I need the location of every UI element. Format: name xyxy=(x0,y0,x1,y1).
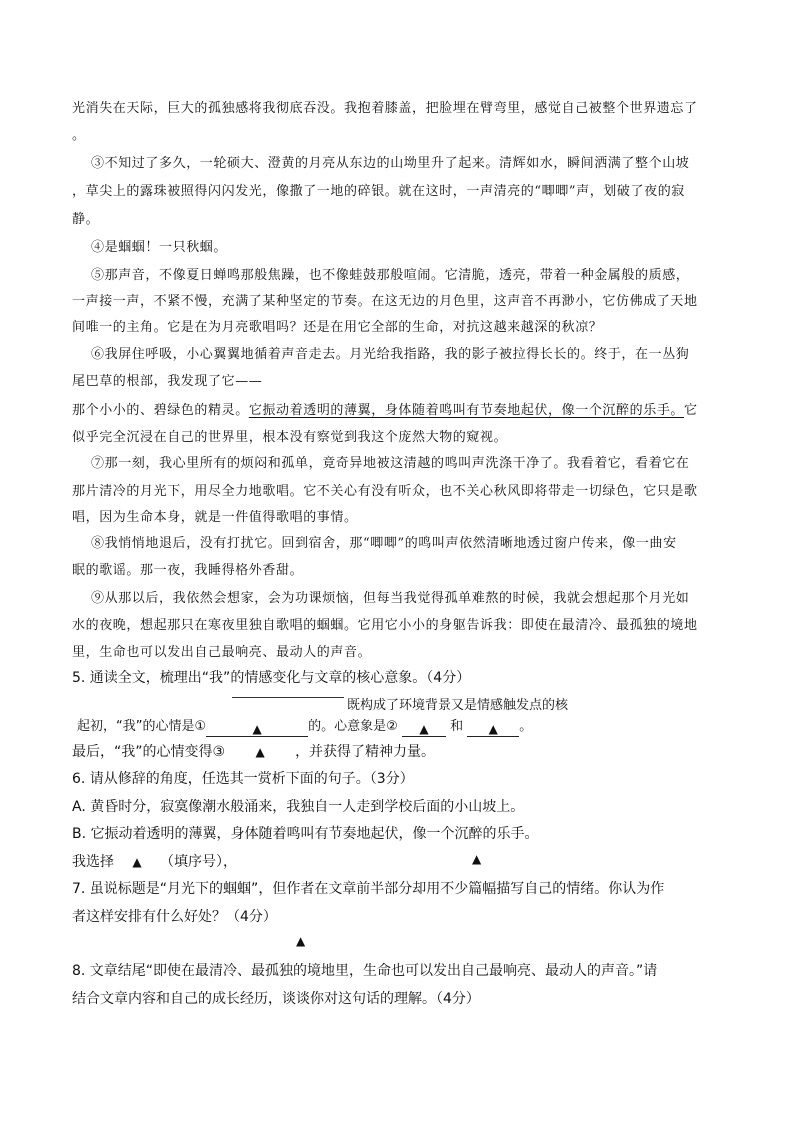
text-span: 我选择 xyxy=(72,854,114,870)
note-rule xyxy=(232,697,344,698)
paragraph-9-line: 里，生命也可以发出自己最响亮、最动人的声音。 xyxy=(72,645,372,660)
paragraph-7-line: 那片清冷的月光下，用尽全力地歌唱。它不关心有没有听众，也不关心秋风即将带走一切绿色，它只是歌 xyxy=(72,484,698,499)
question-6-option-b: B. 它振动着透明的薄翼，身体随着鸣叫有节奏地起伏，像一个沉醉的乐手。 xyxy=(72,826,539,842)
question-5-line-1 xyxy=(77,715,532,737)
question-8-line: 结合文章内容和自己的成长经历，谈谈你对这句话的理解。（4分） xyxy=(72,991,480,1007)
triangle-marker-icon: ▲ xyxy=(488,722,498,736)
paragraph-9-line: 水的夜晚，想起那只在寒夜里独自歌唱的蝈蝈。它用它小小的身躯告诉我：即使在最清冷、最孤独的境地 xyxy=(72,618,698,633)
underlined-sentence: 它振动着透明的薄翼，身体随着鸣叫有节奏地起伏，像一个沉醉的乐手。 xyxy=(248,403,685,418)
paragraph-6-line: 尾巴草的根部，我发现了它—— xyxy=(72,374,263,389)
answer-blank-3[interactable] xyxy=(225,744,295,760)
paragraph-9-line: ⑨从那以后，我依然会想家，会为功课烦恼，但每当我觉得孤单难熬的时候，我就会想起那个月光如 xyxy=(91,591,690,606)
passage-line: 光消失在天际，巨大的孤独感将我彻底吞没。我抱着膝盖，把脸埋在臂弯里，感觉自己被整个世界遗忘了 xyxy=(72,101,698,116)
text-span: 起初，“我”的心情是① xyxy=(77,719,207,734)
triangle-marker-icon: ▲ xyxy=(296,934,306,948)
text-span: 它 xyxy=(684,403,698,418)
question-6-option-a: A. 黄昏时分，寂寞像潮水般涌来，我独自一人走到学校后面的小山坡上。 xyxy=(72,799,525,815)
paragraph-7-line: 唱，因为生命本身，就是一件值得歌唱的事情。 xyxy=(72,510,358,525)
choice-blank[interactable] xyxy=(114,854,160,870)
paragraph-7-line: ⑦那一刻，我心里所有的烦闷和孤单，竟奇异地被这清越的鸣叫声洗涤干净了。我看着它，看着它在 xyxy=(91,456,690,471)
text-span: 的。 xyxy=(308,719,335,734)
text-span: ，并获得了精神力量。 xyxy=(295,744,436,760)
question-7-line: 7. 虽说标题是“月光下的蝈蝈”，但作者在文章前半部分却用不少篇幅描写自己的情绪。你认为作 xyxy=(72,881,665,897)
answer-blank-1[interactable] xyxy=(206,722,308,737)
question-8-line: 8. 文章结尾“即使在最清冷、最孤独的境地里，生命也可以发出自己最响亮、最动人的声音。”请 xyxy=(72,963,658,979)
question-5-line-2 xyxy=(72,741,435,761)
paragraph-6-line xyxy=(72,399,722,418)
triangle-marker-icon: ▲ xyxy=(419,722,429,736)
question-5-note: 既构成了环境背景又是情感触发点的核 xyxy=(347,698,569,713)
question-6-title: 6. 请从修辞的角度，任选其一赏析下面的句子。（3分） xyxy=(72,771,414,787)
paragraph-3-line: 静。 xyxy=(72,212,100,227)
paragraph-4-line: ④是蝈蝈！一只秋蝈。 xyxy=(91,240,228,255)
paragraph-6-line: ⑥我屏住呼吸，小心翼翼地循着声音走去。月光给我指路，我的影子被拉得长长的。终于，在一丛狗 xyxy=(91,347,690,362)
answer-blank-2b[interactable] xyxy=(467,722,519,737)
triangle-marker-icon: ▲ xyxy=(132,855,142,869)
paragraph-5-line: 一声接一声，不紧不慢，充满了某种坚定的节奏。在这无边的月色里，这声音不再渺小，它仿佛成了天地 xyxy=(72,294,698,309)
paragraph-8-line: ⑧我悄悄地退后，没有打扰它。回到宿舍，那“唧唧”的鸣叫声依然清晰地透过窗户传来，像一曲安 xyxy=(91,536,677,551)
text-span: 心意象是② xyxy=(334,719,398,734)
text-span: 最后，“我”的心情变得③ xyxy=(72,744,226,760)
text-span: 和 xyxy=(450,719,464,734)
triangle-marker-icon: ▲ xyxy=(255,745,265,759)
question-7-line: 者这样安排有什么好处？（4分） xyxy=(72,909,277,925)
text-span: 那个小小的、碧绿色的精灵。 xyxy=(72,403,249,418)
paragraph-5-line: ⑤那声音，不像夏日蝉鸣那般焦躁，也不像蛙鼓那般喧闹。它清脆，透亮，带着一种金属般的质感， xyxy=(91,268,690,283)
question-5-title: 5. 通读全文，梳理出“我”的情感变化与文章的核心意象。（4分） xyxy=(72,670,471,686)
paragraph-5-line: 间唯一的主角。它是在为月亮歌唱吗？还是在用它全部的生命，对抗这越来越深的秋凉？ xyxy=(72,320,603,335)
text-span: （填序号）， xyxy=(160,854,237,870)
paragraph-8-line: 眠的歌谣。那一夜，我睡得格外香甜。 xyxy=(72,563,304,578)
question-6-answer-line xyxy=(72,851,237,871)
triangle-marker-icon: ▲ xyxy=(252,722,262,736)
passage-line: 。 xyxy=(72,128,86,143)
paragraph-3-line: ③不知过了多久，一轮硕大、澄黄的月亮从东边的山坳里升了起来。清辉如水，瞬间洒满了整个山坡 xyxy=(91,156,690,171)
paragraph-3-line: ，草尖上的露珠被照得闪闪发光，像撒了一地的碎银。就在这时，一声清亮的“唧唧”声，划破了夜的寂 xyxy=(72,184,685,199)
answer-blank-2a[interactable] xyxy=(402,722,446,737)
triangle-marker-icon: ▲ xyxy=(472,852,482,866)
text-span: 。 xyxy=(519,719,533,734)
paragraph-6-line: 似乎完全沉浸在自己的世界里，根本没有察觉到我这个庞然大物的窥视。 xyxy=(72,430,508,445)
